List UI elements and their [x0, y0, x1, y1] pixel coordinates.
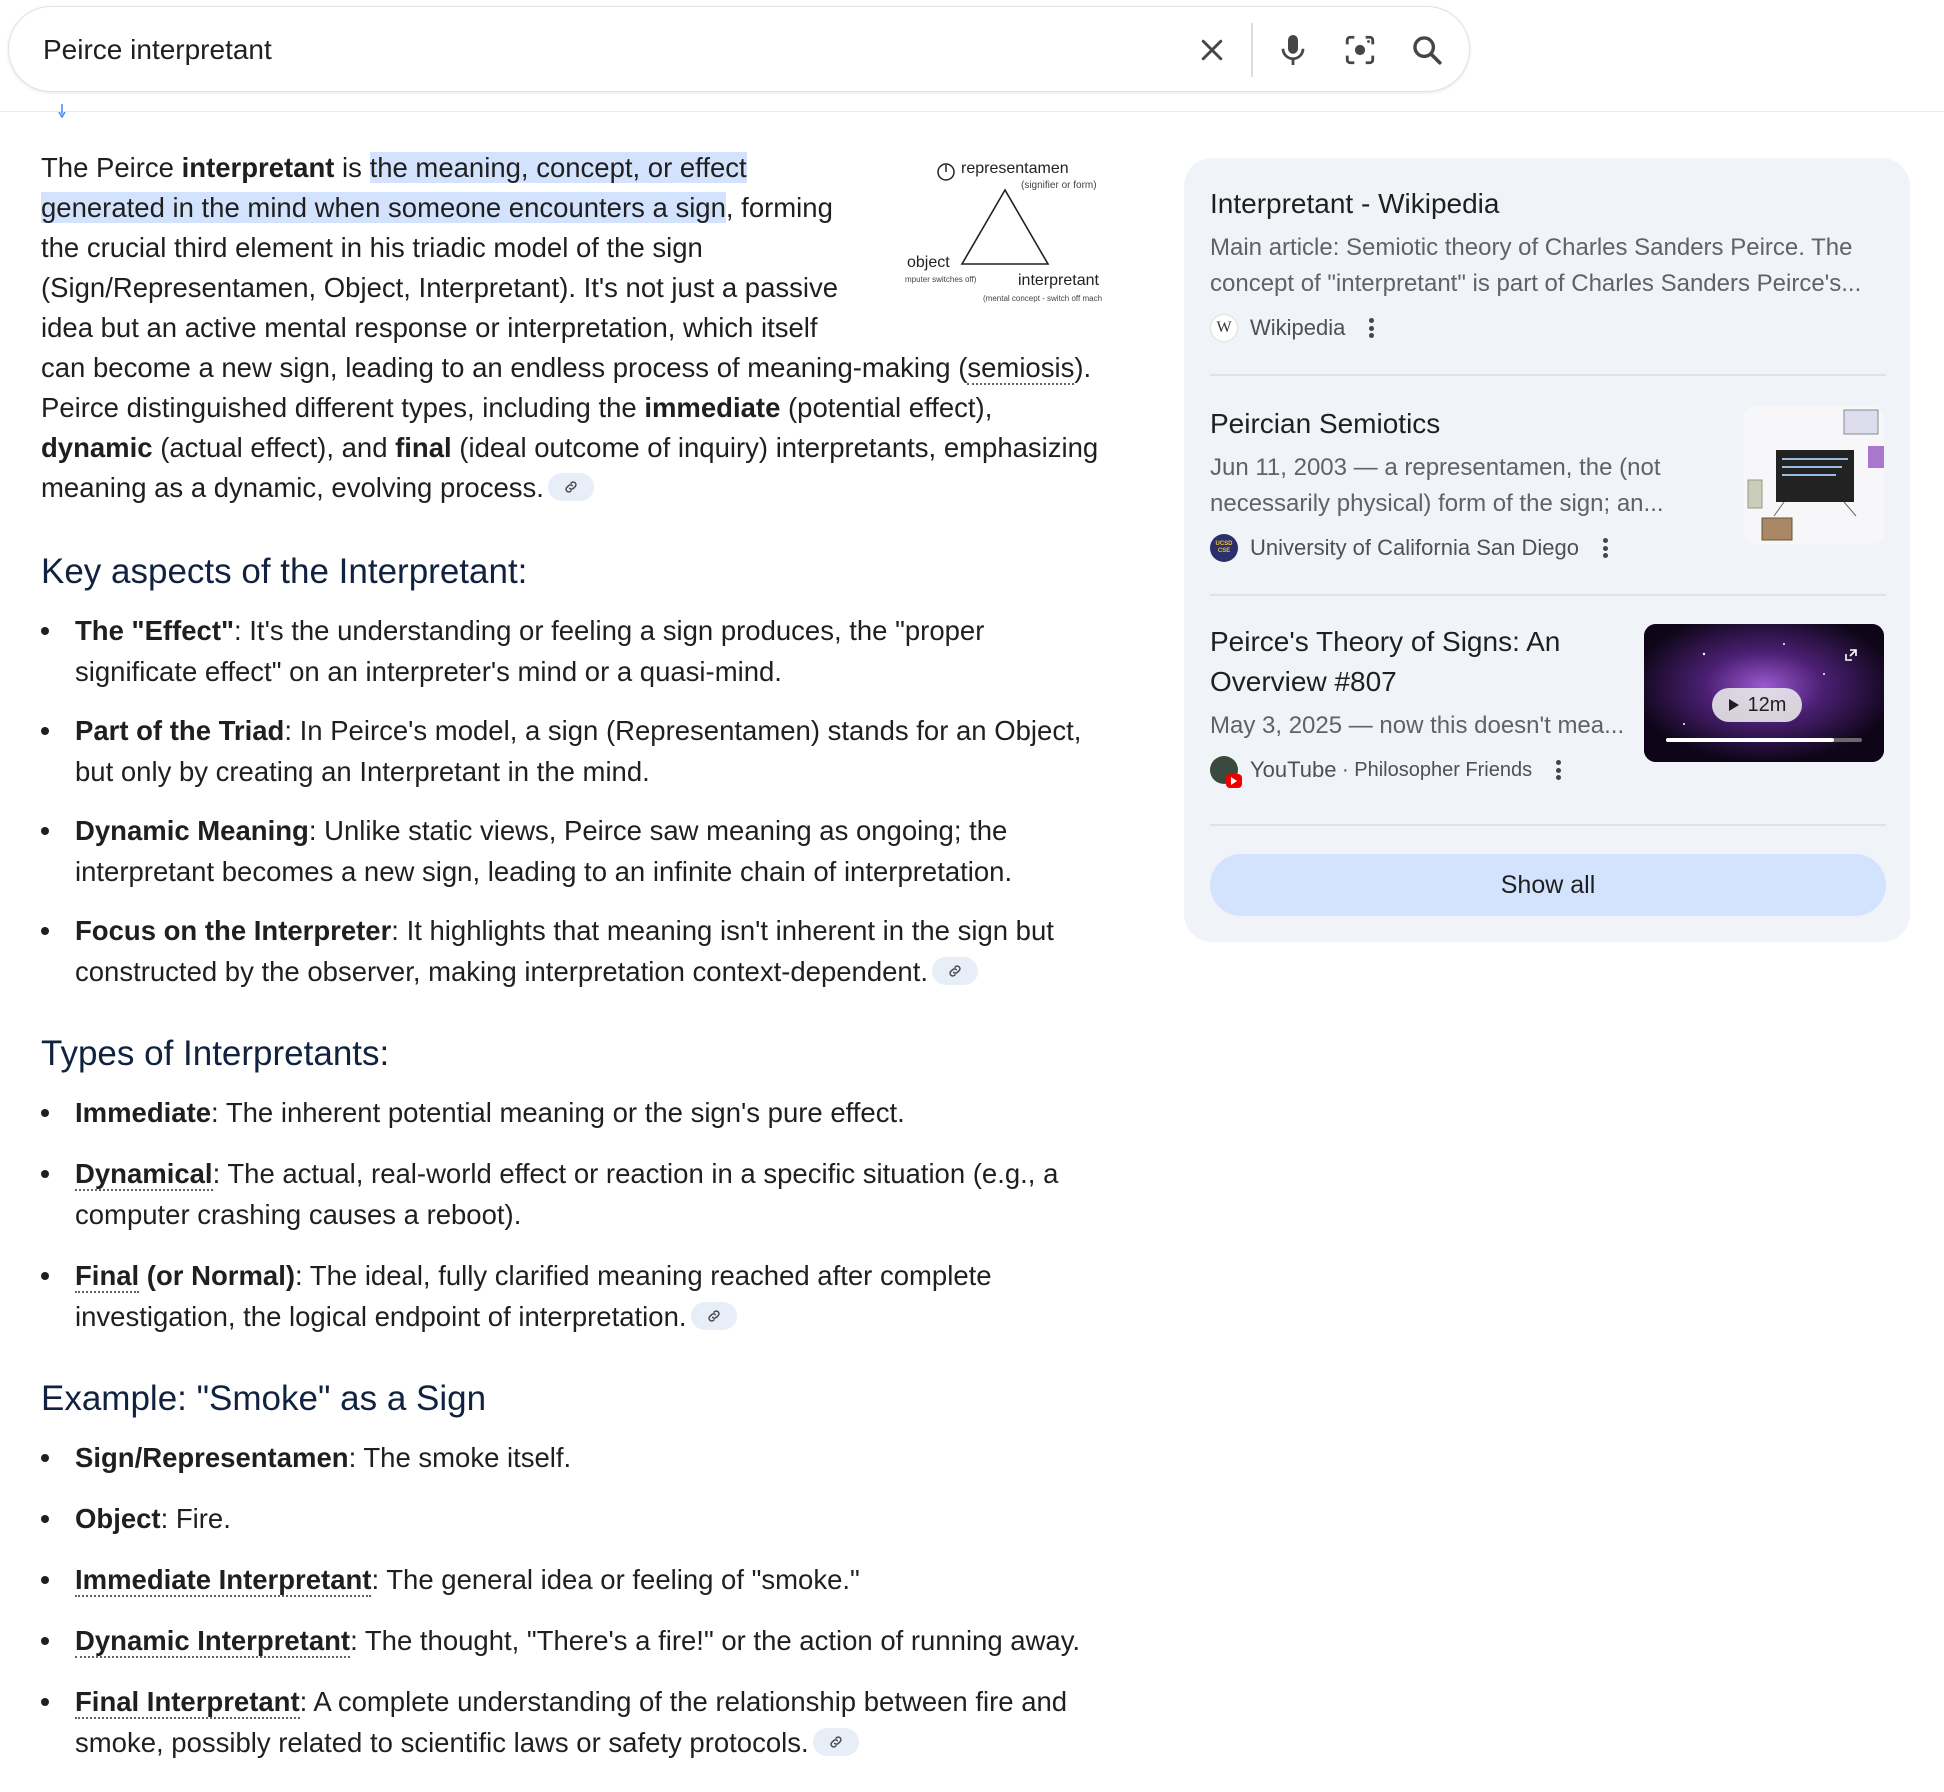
semiosis-link[interactable]: semiosis	[967, 352, 1075, 383]
list-item-term-rest: (or Normal)	[139, 1260, 296, 1291]
channel-name: Philosopher Friends	[1354, 758, 1533, 781]
list-item-text: : It's the understanding or feeling a sign produces, the "proper significate effect" on an interpreter's mind or a quasi-mind.	[75, 615, 985, 687]
divider	[1210, 824, 1886, 826]
heading-example: Example: "Smoke" as a Sign	[41, 1379, 487, 1418]
intro-text: ). Peirce distinguished different types, including the	[41, 352, 1092, 423]
list-item-term: Part of the Triad	[75, 715, 285, 746]
ucsd-icon: UCSD CSE	[1210, 534, 1238, 562]
intro-text: is	[334, 152, 370, 183]
heading-key-aspects: Key aspects of the Interpretant:	[41, 552, 528, 591]
play-icon	[1728, 698, 1740, 712]
caret-icon	[58, 104, 66, 118]
source-title[interactable]: Peirce's Theory of Signs: An Overview #807	[1210, 626, 1561, 697]
list-item	[41, 1620, 1111, 1661]
source-separator: ·	[1336, 758, 1355, 781]
label-representamen-sub: (signifier or form)	[1021, 180, 1097, 191]
list-item-term-link[interactable]: Immediate Interpretant	[75, 1564, 372, 1595]
divider	[1210, 594, 1886, 596]
source-card-wikipedia[interactable]	[1210, 184, 1886, 344]
search-icon[interactable]	[1407, 30, 1447, 70]
heading-types: Types of Interpretants:	[41, 1034, 390, 1073]
list-item-term: Focus on the Interpreter	[75, 915, 392, 946]
intro-text: (ideal outcome of inquiry) interpretants, emphasizing meaning as a dynamic, evolving process.	[41, 432, 1099, 503]
list-item	[41, 1255, 1111, 1337]
mic-icon[interactable]	[1273, 30, 1313, 70]
source-meta	[1210, 312, 1886, 344]
label-interpretant-sub: (mental concept - switch off mach	[983, 294, 1103, 303]
intro-text: , forming the crucial third element in his triadic model of the sign (Sign/Representamen, Object, Interpretant). It's not just a passive idea but an active mental response or interpretation, which itself can become a new sign, leading to an endless process of meaning-making (	[41, 192, 968, 383]
list-item-term: Dynamic Meaning	[75, 815, 309, 846]
source-site: University of California San Diego	[1250, 535, 1579, 560]
list-item	[41, 710, 1111, 792]
source-title[interactable]: Peircian Semiotics	[1210, 408, 1441, 439]
youtube-icon	[1226, 774, 1242, 788]
link-icon[interactable]	[691, 1302, 737, 1330]
label-object-sub: mputer switches off)	[905, 275, 977, 284]
sources-panel	[1184, 158, 1910, 942]
list-item	[41, 1153, 1111, 1235]
search-input[interactable]: Peirce interpretant	[43, 34, 272, 65]
list-item-text: : The thought, "There's a fire!" or the action of running away.	[350, 1625, 1081, 1656]
list-item-term: Immediate	[75, 1097, 212, 1128]
list-item-term: Sign/Representamen	[75, 1442, 349, 1473]
source-site: Wikipedia	[1250, 315, 1346, 340]
example-list	[41, 1437, 1111, 1763]
duration-badge[interactable]	[1712, 688, 1802, 722]
source-meta	[1210, 754, 1630, 786]
source-thumbnail[interactable]	[1744, 406, 1884, 544]
label-interpretant: interpretant	[1018, 272, 1099, 289]
search-box[interactable]	[8, 6, 1470, 92]
video-duration: 12m	[1747, 693, 1787, 716]
list-item	[41, 1092, 1111, 1133]
link-icon[interactable]	[932, 957, 978, 985]
video-thumbnail[interactable]	[1644, 624, 1884, 762]
list-item-term: Object	[75, 1503, 161, 1534]
list-item	[41, 910, 1111, 992]
lens-icon[interactable]	[1340, 30, 1380, 70]
source-snippet: May 3, 2025 — now this doesn't mea...	[1210, 712, 1625, 739]
list-item-term-link[interactable]: Final	[75, 1260, 140, 1291]
list-item-text: : Fire.	[160, 1503, 231, 1534]
link-icon[interactable]	[548, 473, 594, 501]
list-item-text: : The inherent potential meaning or the sign's pure effect.	[211, 1097, 905, 1128]
link-icon[interactable]	[813, 1728, 859, 1756]
wikipedia-icon: W	[1210, 314, 1238, 342]
show-all-button[interactable]: Show all	[1210, 854, 1886, 916]
highlighted-definition: the meaning, concept, or effect generated in the mind when someone encounters a sign	[41, 152, 747, 223]
label-object: object	[907, 254, 950, 271]
channel-avatar	[1210, 756, 1238, 784]
list-item-text: : It highlights that meaning isn't inherent in the sign but constructed by the observer, making interpretation context-dependent.	[75, 915, 1054, 987]
source-site: YouTube	[1250, 757, 1337, 782]
more-options-icon[interactable]	[1603, 538, 1608, 558]
more-options-icon[interactable]	[1369, 318, 1374, 338]
divider	[1210, 374, 1886, 376]
triangle-shape	[962, 190, 1048, 264]
list-item-term-link[interactable]: Final Interpretant	[75, 1686, 300, 1717]
intro-text: (actual effect), and	[152, 432, 396, 463]
list-item	[41, 1681, 1111, 1763]
intro-text: The Peirce	[41, 152, 182, 183]
types-list	[41, 1092, 1111, 1337]
label-representamen: representamen	[961, 160, 1069, 177]
list-item-text: : Unlike static views, Peirce saw meaning as ongoing; the interpretant becomes a new sign, leading to an infinite chain of interpretation.	[75, 815, 1013, 887]
list-item-term-link[interactable]: Dynamical	[75, 1158, 213, 1189]
list-item	[41, 1559, 1111, 1600]
top-bar	[0, 0, 1944, 112]
source-snippet: Jun 11, 2003 — a representamen, the (not necessarily physical) form of the sign; an...	[1210, 454, 1664, 517]
intro-text: (potential effect),	[780, 392, 993, 423]
list-item-text: : A complete understanding of the relationship between fire and smoke, possibly related to scientific laws or safety protocols.	[75, 1686, 1068, 1758]
search-divider	[1251, 23, 1253, 77]
triad-diagram[interactable]	[903, 152, 1111, 316]
intro-bold-final: final	[395, 432, 452, 463]
list-item-term-link[interactable]: Dynamic Interpretant	[75, 1625, 351, 1656]
intro-bold-dynamic: dynamic	[41, 432, 153, 463]
list-item-text: : The smoke itself.	[348, 1442, 572, 1473]
more-options-icon[interactable]	[1556, 760, 1561, 780]
list-item	[41, 1437, 1111, 1478]
list-item	[41, 1498, 1111, 1539]
list-item-text: : In Peirce's model, a sign (Representamen) stands for an Object, but only by creating an Interpretant in the mind.	[75, 715, 1082, 787]
list-item-text: : The ideal, fully clarified meaning reached after complete investigation, the logical endpoint of interpretation.	[75, 1260, 992, 1332]
intro-bold-immediate: immediate	[644, 392, 781, 423]
list-item-term: The "Effect"	[75, 615, 235, 646]
intro-bold-interpretant: interpretant	[181, 152, 335, 183]
intro-section	[41, 148, 1111, 508]
list-item-text: : The general idea or feeling of "smoke."	[371, 1564, 860, 1595]
source-title[interactable]: Interpretant - Wikipedia	[1210, 188, 1500, 219]
list-item-text: : The actual, real-world effect or reaction in a specific situation (e.g., a computer crashing causes a reboot).	[75, 1158, 1059, 1230]
list-item	[41, 810, 1111, 892]
source-meta	[1210, 532, 1730, 564]
ai-overview	[41, 148, 1111, 1763]
key-aspects-list	[41, 610, 1111, 992]
close-icon[interactable]	[1192, 30, 1232, 70]
source-snippet: Main article: Semiotic theory of Charles Sanders Peirce. The concept of "interpretant" is part of Charles Sanders Peirce's...	[1210, 234, 1862, 297]
list-item	[41, 610, 1111, 692]
